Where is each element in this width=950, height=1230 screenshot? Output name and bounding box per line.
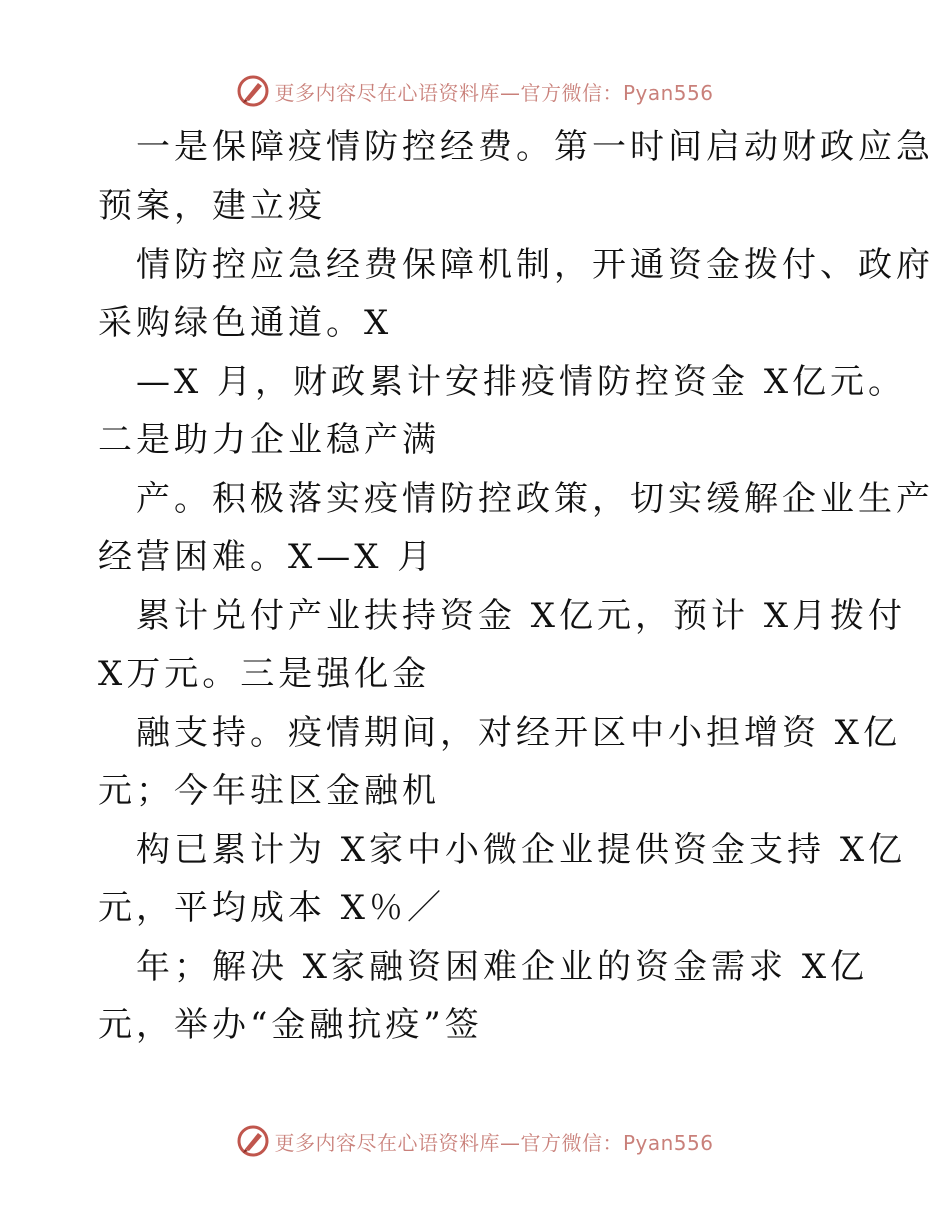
text-line: 元，平均成本 X％／ bbox=[98, 888, 446, 928]
text-line: 二是助力企业稳产满 bbox=[98, 420, 440, 460]
text-line: 构已累计为 X家中小微企业提供资金支持 X亿 bbox=[136, 830, 907, 870]
text-line: 预案，建立疫 bbox=[98, 186, 326, 226]
watermark-text: 更多内容尽在心语资料库—官方微信：Pyan556 bbox=[274, 1130, 714, 1155]
text-line: 情防控应急经费保障机制，开通资金拨付、政府 bbox=[136, 245, 934, 285]
text-line: 采购绿色通道。X bbox=[98, 303, 393, 343]
pen-seal-icon bbox=[236, 1124, 270, 1158]
text-line: 元；今年驻区金融机 bbox=[98, 771, 440, 811]
footer-watermark bbox=[0, 1121, 950, 1161]
text-line: 元，举办“金融抗疫”签 bbox=[98, 1005, 483, 1045]
text-line: 经营困难。X—X 月 bbox=[98, 537, 436, 577]
text-line: 一是保障疫情防控经费。第一时间启动财政应急 bbox=[136, 127, 934, 167]
text-line: 累计兑付产业扶持资金 X亿元，预计 X月拨付 bbox=[136, 596, 907, 636]
text-line: 年；解决 X家融资困难企业的资金需求 X亿 bbox=[136, 947, 869, 987]
watermark-text: 更多内容尽在心语资料库—官方微信：Pyan556 bbox=[274, 80, 714, 105]
text-line: X万元。三是强化金 bbox=[98, 654, 431, 694]
text-line: 融支持。疫情期间，对经开区中小担增资 X亿 bbox=[136, 713, 902, 753]
text-line: —X 月，财政累计安排疫情防控资金 X亿元。 bbox=[136, 362, 907, 402]
text-line: 产。积极落实疫情防控政策，切实缓解企业生产 bbox=[136, 479, 934, 519]
